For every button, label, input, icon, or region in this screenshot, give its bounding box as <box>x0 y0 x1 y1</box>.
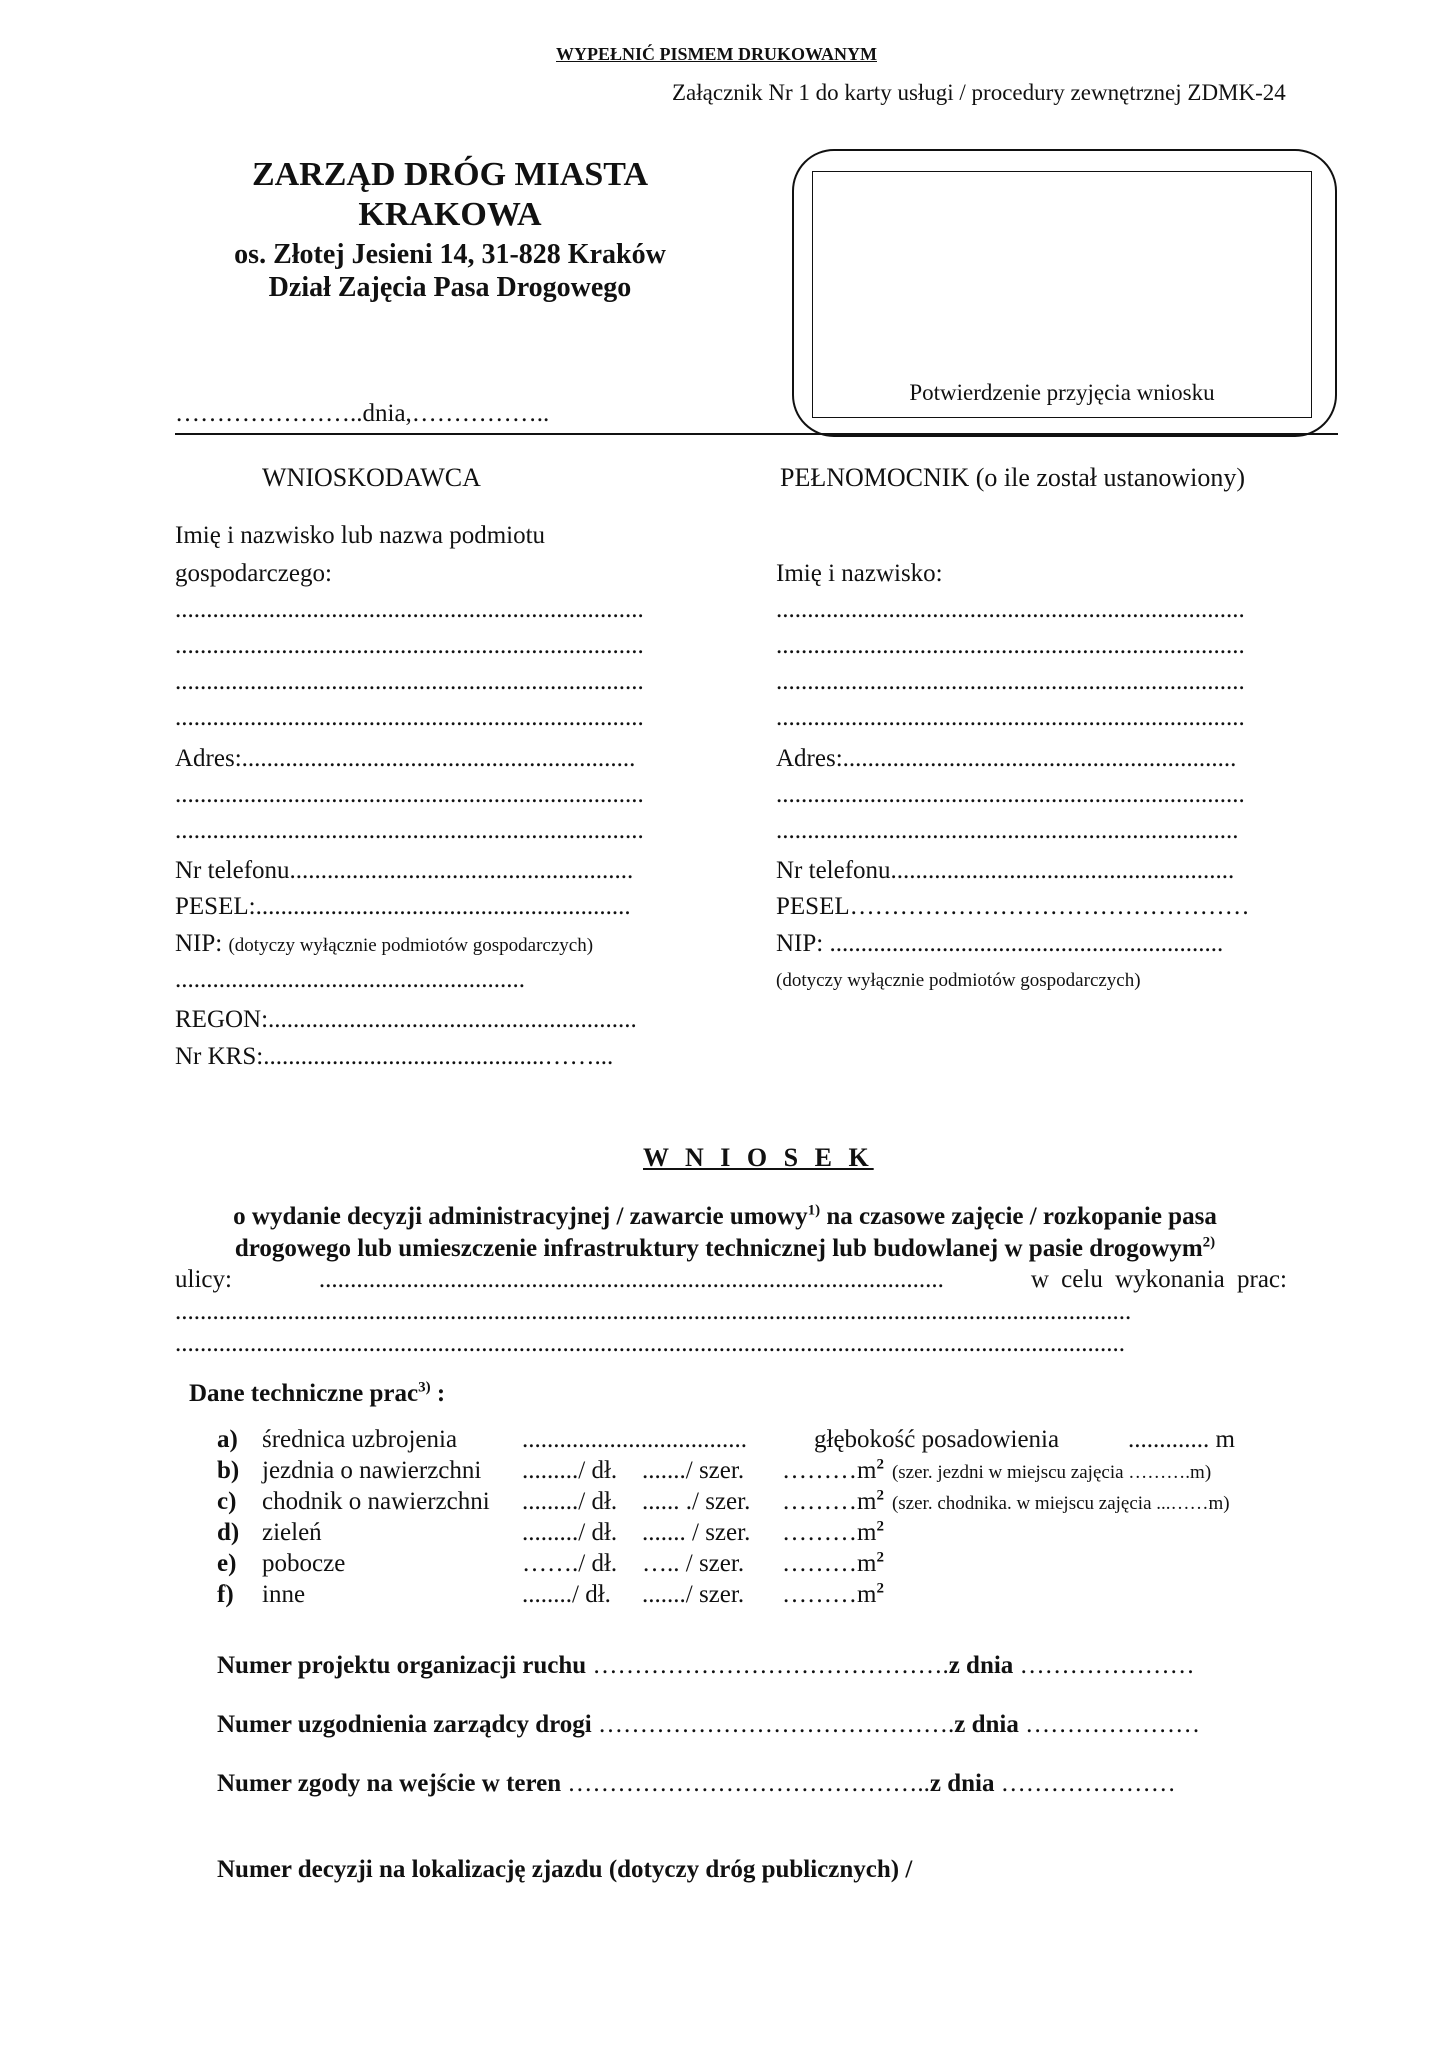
width-field[interactable]: ....... / szer. <box>642 1519 751 1546</box>
tech-row-letter: d) <box>217 1519 240 1546</box>
organization-department: Dział Zajęcia Pasa Drogowego <box>268 272 632 303</box>
applicant-name-label: Imię i nazwisko lub nazwa podmiotu <box>175 522 546 549</box>
depth-label: głębokość posadowienia <box>814 1426 1060 1453</box>
area-field[interactable]: $\dots\dots\dots m^2$ <box>782 1549 884 1577</box>
street-field[interactable]: .................................................................................................... <box>318 1266 944 1293</box>
tech-row-note: (szer. chodnika. w miejscu zajęcia ...……m) <box>891 1493 1230 1514</box>
length-field[interactable]: ........./ dł. <box>522 1457 618 1484</box>
width-field[interactable]: ......./ szer. <box>642 1581 745 1608</box>
street-label: ulicy: <box>175 1266 232 1293</box>
road-manager-agreement-row[interactable]: Numer uzgodnienia zarządcy drogi …………………………………….z dnia ………………… <box>217 1711 1201 1738</box>
applicant-address-field[interactable]: ........................................................................... <box>175 817 644 844</box>
length-field[interactable]: ........./ dł. <box>522 1488 618 1515</box>
street-purpose-row <box>175 1266 1287 1294</box>
tech-row-label: jezdnia o nawierzchni <box>262 1457 482 1484</box>
place-date-field[interactable]: …………………..dnia,…………….. <box>175 400 550 427</box>
proxy-section-title: PEŁNOMOCNIK (o ile został ustanowiony) <box>780 463 1246 492</box>
tech-row-letter: e) <box>217 1550 237 1577</box>
traffic-project-number-row[interactable]: Numer projektu organizacji ruchu …………………………………….z dnia ………………… <box>217 1652 1195 1679</box>
applicant-nip-note: (dotyczy wyłącznie podmiotów gospodarczych) <box>228 935 594 956</box>
tech-row-label: chodnik o nawierzchni <box>262 1488 490 1515</box>
tech-row-note: (szer. jezdni w miejscu zajęcia ……….m) <box>891 1462 1212 1483</box>
proxy-name-field[interactable]: ........................................................................... <box>776 668 1245 695</box>
applicant-krs-field[interactable]: Nr KRS:.............................................……... <box>175 1043 614 1070</box>
applicant-name-field[interactable]: ........................................................................... <box>175 596 644 623</box>
tech-row-letter: a) <box>217 1426 238 1453</box>
applicant-pesel-field[interactable]: PESEL:............................................................ <box>175 893 631 920</box>
tech-row-label: średnica uzbrojenia <box>262 1426 458 1453</box>
proxy-name-field[interactable]: ........................................................................... <box>776 596 1245 623</box>
annex-reference: Załącznik Nr 1 do karty usługi / procedury zewnętrznej ZDMK-24 <box>672 80 1286 105</box>
proxy-pesel-field[interactable]: PESEL………………………………………… <box>776 893 1250 920</box>
applicant-nip-label: NIP: <box>175 930 223 957</box>
request-subject-line2: drogowego lub umieszczenie infrastruktury technicznej lub budowlanej w pasie drogowym$^{2)}$ <box>234 1234 1216 1262</box>
applicant-address-field[interactable]: Adres:............................................................... <box>175 745 636 772</box>
tech-row-label: pobocze <box>262 1550 346 1577</box>
length-field[interactable]: ......../ dł. <box>522 1581 611 1608</box>
area-field[interactable]: $\dots\dots\dots m^2$ (szer. chodnika. w miejscu zajęcia ...……m) <box>782 1487 1230 1515</box>
organization-address: os. Złotej Jesieni 14, 31-828 Kraków <box>234 239 666 270</box>
applicant-address-field[interactable]: ........................................................................... <box>175 781 644 808</box>
applicant-name-field[interactable]: ........................................................................... <box>175 668 644 695</box>
tech-row-letter: f) <box>217 1581 234 1608</box>
proxy-phone-field[interactable]: Nr telefonu....................................................... <box>776 857 1235 884</box>
proxy-nip-field[interactable]: NIP: ............................................................... <box>776 930 1224 957</box>
purpose-field[interactable]: ........................................................................................................................................................ <box>175 1330 1125 1357</box>
purpose-label: w celu wykonania prac: <box>1030 1266 1287 1293</box>
proxy-nip-note: (dotyczy wyłącznie podmiotów gospodarczych) <box>776 970 1141 991</box>
fill-instruction: WYPEŁNIĆ PISMEM DRUKOWANYM <box>556 44 877 64</box>
applicant-nip-dots[interactable]: ........................................................ <box>175 966 525 993</box>
applicant-regon-field[interactable]: REGON:........................................................... <box>175 1006 637 1033</box>
area-field[interactable]: $\dots\dots\dots m^2$ <box>782 1580 884 1608</box>
divider-line <box>175 433 1338 435</box>
proxy-address-field[interactable]: ........................................................................... <box>776 781 1245 808</box>
driveway-decision-label: Numer decyzji na lokalizację zjazdu (dotyczy dróg publicznych) / <box>217 1856 913 1883</box>
depth-field[interactable]: ............. m <box>1128 1426 1235 1453</box>
purpose-field[interactable]: ......................................................................................................................................................... <box>175 1298 1132 1325</box>
organization-name-line2: KRAKOWA <box>358 196 542 233</box>
width-field[interactable]: ….. / szer. <box>642 1550 745 1577</box>
tech-row-letter: b) <box>217 1457 240 1484</box>
proxy-address-field[interactable]: .......................................................................... <box>776 817 1239 844</box>
area-field[interactable]: $\dots\dots\dots m^2$ <box>782 1518 884 1546</box>
technical-data-title: Dane techniczne prac$^{3)}$ : <box>189 1379 446 1407</box>
tech-row-label: zieleń <box>262 1519 322 1546</box>
request-subject-line1: o wydanie decyzji administracyjnej / zawarcie umowy$^{1)}$ na czasowe zajęcie / rozkopanie pasa <box>233 1202 1217 1230</box>
area-field[interactable]: $\dots\dots\dots m^2$ (szer. jezdni w miejscu zajęcia ……….m) <box>782 1456 1212 1484</box>
applicant-name-field[interactable]: ........................................................................... <box>175 704 644 731</box>
proxy-address-field[interactable]: Adres:............................................................... <box>776 745 1237 772</box>
proxy-name-field[interactable]: ........................................................................... <box>776 704 1245 731</box>
tech-row-letter: c) <box>217 1488 237 1515</box>
proxy-name-label: Imię i nazwisko: <box>776 560 943 587</box>
length-field[interactable]: ........./ dł. <box>522 1519 618 1546</box>
organization-name-line1: ZARZĄD DRÓG MIASTA <box>251 156 649 193</box>
applicant-name-field[interactable]: ........................................................................... <box>175 632 644 659</box>
width-field[interactable]: ......./ szer. <box>642 1457 745 1484</box>
applicant-nip-field[interactable] <box>175 930 593 958</box>
request-title: W N I O S E K <box>643 1143 874 1172</box>
applicant-phone-field[interactable]: Nr telefonu....................................................... <box>175 857 634 884</box>
diameter-field[interactable]: .................................... <box>522 1426 747 1453</box>
width-field[interactable]: ...... ./ szer. <box>642 1488 751 1515</box>
proxy-name-field[interactable]: ........................................................................... <box>776 632 1245 659</box>
length-field[interactable]: ……./ dł. <box>522 1550 618 1577</box>
tech-row-label: inne <box>262 1581 306 1608</box>
receipt-stamp-label: Potwierdzenie przyjęcia wniosku <box>909 380 1215 405</box>
applicant-name-label-cont: gospodarczego: <box>175 560 332 587</box>
applicant-section-title: WNIOSKODAWCA <box>262 463 481 492</box>
site-entry-consent-row[interactable]: Numer zgody na wejście w teren ……………………………………..z dnia ………………… <box>217 1770 1176 1797</box>
